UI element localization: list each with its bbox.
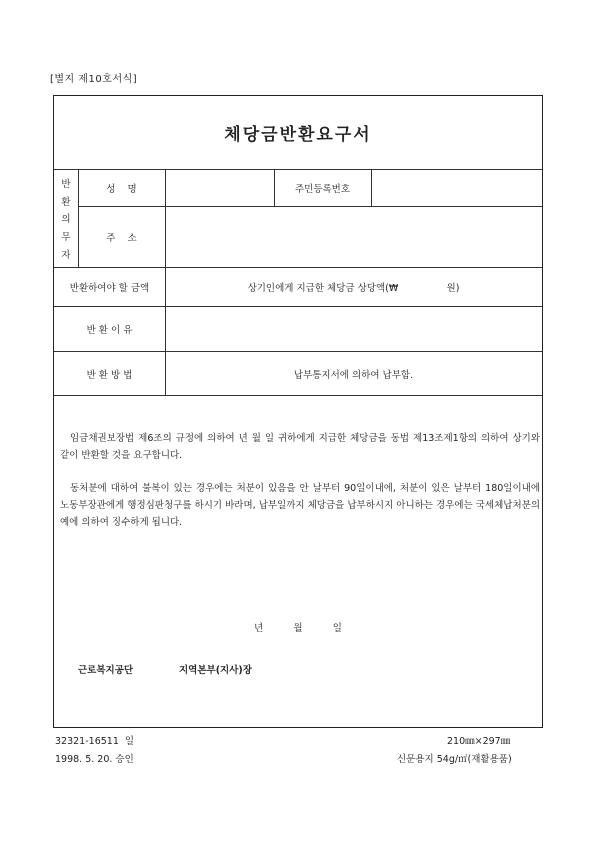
page-title: 체당금반환요구서 [224, 125, 372, 145]
footer-paper-type: 신문용지 54g/㎡(재활용품) [397, 754, 512, 765]
address-field[interactable] [165, 207, 542, 267]
body-paragraph-1: 임금채권보장법 제6조의 규정에 의하여 년 월 일 귀하에게 지급한 체당금을 동법 제13조제1항의 의하여 상기와 같이 반환할 것을 요구합니다. [60, 433, 540, 461]
amount-field[interactable]: 상기인에게 지급한 체당금 상당액(₩ 원) [247, 283, 460, 294]
footer-approval: 1998. 5. 20. 승인 [55, 754, 134, 765]
obligor-label-char: 자 [61, 250, 71, 262]
method-label: 반 환 방 법 [86, 369, 133, 381]
signature-branch: 지역본부(지사)장 [179, 665, 252, 676]
resident-id-label: 주민등록번호 [294, 184, 351, 195]
amount-label: 반환하여야 할 금액 [69, 283, 150, 294]
obligor-label-char: 환 [61, 196, 71, 208]
reason-label: 반 환 이 유 [86, 325, 133, 336]
obligor-label-char: 무 [61, 232, 71, 244]
date-line: 년 월 일 [254, 623, 342, 634]
method-value: 납부통지서에 의하여 납부함. [293, 369, 414, 381]
obligor-vertical-label [54, 170, 78, 267]
footer-paper-size: 210㎜×297㎜ [447, 736, 511, 747]
body-paragraph-2: 동처분에 대하여 불복이 있는 경우에는 처분이 있음을 안 날부터 90일이내에, 처분이 있은 날부터 180일이내에 노동부장관에게 행정심판청구를 하시기 바라며, 납부일까지 체당금을 납부하시지 아니하는 경우에는 국세체납처분의 예에 의하여 징수하게 됩니다. [60, 483, 540, 528]
resident-id-field[interactable] [371, 170, 542, 206]
title-row [54, 96, 542, 170]
obligor-label-char: 반 [61, 178, 71, 190]
address-label: 주 소 [106, 233, 137, 244]
signature-org: 근로복지공단 [78, 665, 134, 676]
form-frame [53, 95, 543, 728]
form-number-label: [별지 제10호서식] [50, 74, 138, 85]
footer-code: 32321-16511 일 [55, 736, 135, 747]
name-label: 성 명 [106, 184, 137, 195]
reason-field[interactable] [165, 307, 542, 351]
obligor-label-char: 의 [61, 214, 71, 226]
name-field[interactable] [165, 170, 274, 206]
